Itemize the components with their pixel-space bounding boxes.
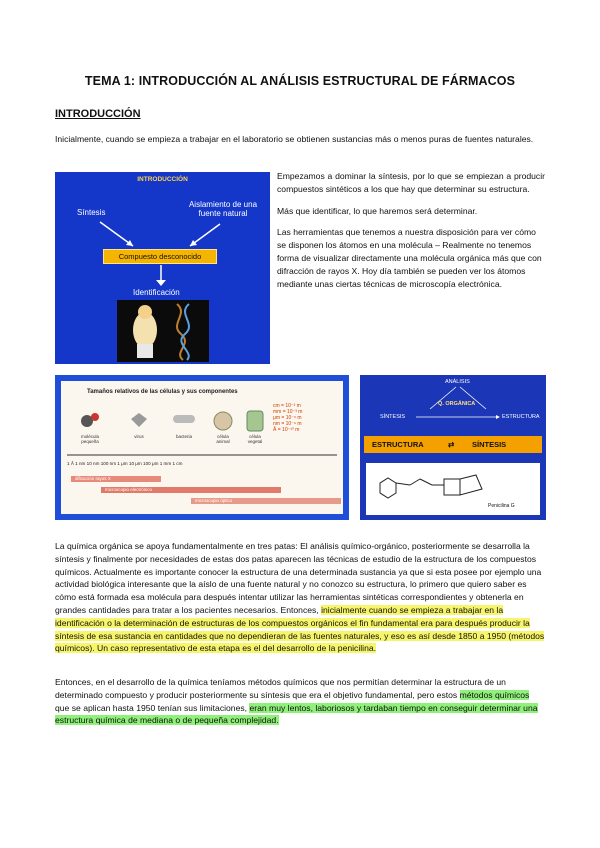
identification-label: Identificación bbox=[133, 288, 180, 297]
item-small-molecule: molécula pequeña bbox=[80, 434, 99, 444]
range-xray: difracción rayos X bbox=[71, 476, 161, 482]
section-heading: INTRODUCCIÓN bbox=[55, 108, 141, 120]
determine-paragraph: Más que identificar, lo que haremos será determinar. bbox=[277, 205, 478, 216]
synthesis-label: Síntesis bbox=[77, 208, 106, 217]
main-paragraph-text: La química orgánica se apoya fundamentalmente en tres patas: El análisis químico-orgánico, posteriormente se desarrolla la síntesis y finalmente por necesidades de estas dos patas aparecen las técnicas de estudio de la estructura de los compuestos químicos. Actualmente es importante conocer la estructura de una determinada sustancia ya que si esta posee por ejemplo una actividad biológica interesante que la aíslo de una fuente natural y no conozco su estructura, lo primero que quiero saber es cómo está formada esa molécula para después intentar utilizar las herramientas sintéticas correspondientes y obtenerla en grandes cantidades para tratar a los pacientes necesarios. Entonces, bbox=[55, 541, 542, 615]
cell-sizes-title: Tamaños relativos de las células y sus componentes bbox=[87, 389, 238, 395]
methods-text-1: Entonces, en el desarrollo de la química teníamos métodos químicos que nos permitían determinar la estructura de un determinado compuesto y producir posteriormente su síntesis que era el objetivo fundamental, pero estos bbox=[55, 677, 506, 700]
scientist-dna-icon bbox=[117, 300, 209, 362]
introduction-diagram bbox=[55, 172, 270, 364]
cell-sizes-panel bbox=[61, 381, 343, 514]
unit-um: μm = 10⁻⁶ m bbox=[273, 415, 302, 421]
cell-sizes-figure bbox=[55, 375, 349, 520]
penicillin-structure bbox=[366, 463, 540, 515]
unit-mm: mm = 10⁻³ m bbox=[273, 409, 303, 415]
unknown-compound-box: Compuesto desconocido bbox=[103, 249, 217, 264]
structure-small-label: ESTRUCTURA bbox=[502, 414, 540, 420]
item-plant-cell: célula vegetal bbox=[247, 434, 263, 444]
cell-icons bbox=[61, 381, 343, 514]
synthesis-paragraph: Empezamos a dominar la síntesis, por lo que se empiezan a producir compuestos sintéticos a los que hay que determinar su estructura. bbox=[277, 171, 545, 194]
isolation-label-line2: fuente natural bbox=[198, 209, 248, 218]
page-title: TEMA 1: INTRODUCCIÓN AL ANÁLISIS ESTRUCTURAL DE FÁRMACOS bbox=[84, 74, 516, 88]
item-bacteria: bacteria bbox=[175, 434, 192, 439]
scale-ticks: 1 Å 1 nm 10 nm 100 nm 1 μm 10 μm 100 μm 1 mm 1 cm bbox=[67, 461, 183, 466]
tools-paragraph: Las herramientas que tenemos a nuestra disposición para ver cómo se disponen los átomos en una molécula – Realmente no tenemos forma de visualizar directamente una molécula orgánica más que con difracción de rayos X. Hoy día también se pueden ver los átomos mediante unas ciertas técnicas de microscopía electrónica. bbox=[277, 227, 542, 289]
item-virus: virus bbox=[134, 434, 144, 439]
diagram-title: INTRODUCCIÓN bbox=[137, 176, 188, 183]
unit-angstrom: Å = 10⁻¹⁰ m bbox=[273, 427, 300, 433]
right-column bbox=[277, 170, 545, 299]
scientist-illustration bbox=[117, 300, 209, 362]
structure-synthesis-diagram bbox=[360, 375, 546, 520]
unit-cm: cm = 10⁻² m bbox=[273, 403, 301, 409]
synthesis-small-label: SÍNTESIS bbox=[380, 414, 406, 420]
synthesis-label: SÍNTESIS bbox=[472, 440, 507, 449]
intro-paragraph: Inicialmente, cuando se empieza a trabajar en el laboratorio se obtienen sustancias más o menos puras de fuentes naturales. bbox=[55, 134, 534, 144]
range-electron-microscope: microscopio electrónico bbox=[101, 487, 281, 493]
range-optical-microscope: microscopio óptico bbox=[191, 498, 341, 504]
structure-label: ESTRUCTURA bbox=[372, 440, 424, 449]
highlight-limitations: eran muy lentos, laboriosos y tardaban tiempo en conseguir determinar una estructura química de mediana o de pequeña complejidad. bbox=[55, 702, 538, 726]
methods-text-2: que se aplican hasta 1950 tenían sus limitaciones, bbox=[55, 702, 250, 713]
penicillin-label: Penicilina G bbox=[488, 503, 515, 509]
methods-paragraph bbox=[55, 676, 545, 727]
organic-chemistry-label: Q. ORGÁNICA bbox=[438, 401, 476, 407]
main-paragraph bbox=[55, 540, 545, 655]
unit-nm: nm = 10⁻⁹ m bbox=[273, 421, 302, 427]
analysis-label: ANÁLISIS bbox=[445, 379, 470, 385]
isolation-label-line1: Aislamiento de una bbox=[188, 200, 258, 209]
highlight-chemical-methods: métodos químicos bbox=[459, 689, 530, 700]
structure-synthesis-bar bbox=[364, 436, 542, 453]
highlighted-text: inicialmente cuando se empieza a trabajar en la identificación o la determinación de estructuras de los compuestos orgánicos el fin fundamental era para después producir la síntesis de esa sustancia en cantidades que no dependieran de las fuentes naturales, y eso es así desde 1850 a 1950 (métodos químicos). Un caso representativo de esta etapa es el del desarrollo de la penicilina. bbox=[55, 604, 545, 654]
exchange-arrow-icon: ⇄ bbox=[448, 440, 455, 449]
item-animal-cell: célula animal bbox=[216, 434, 230, 444]
